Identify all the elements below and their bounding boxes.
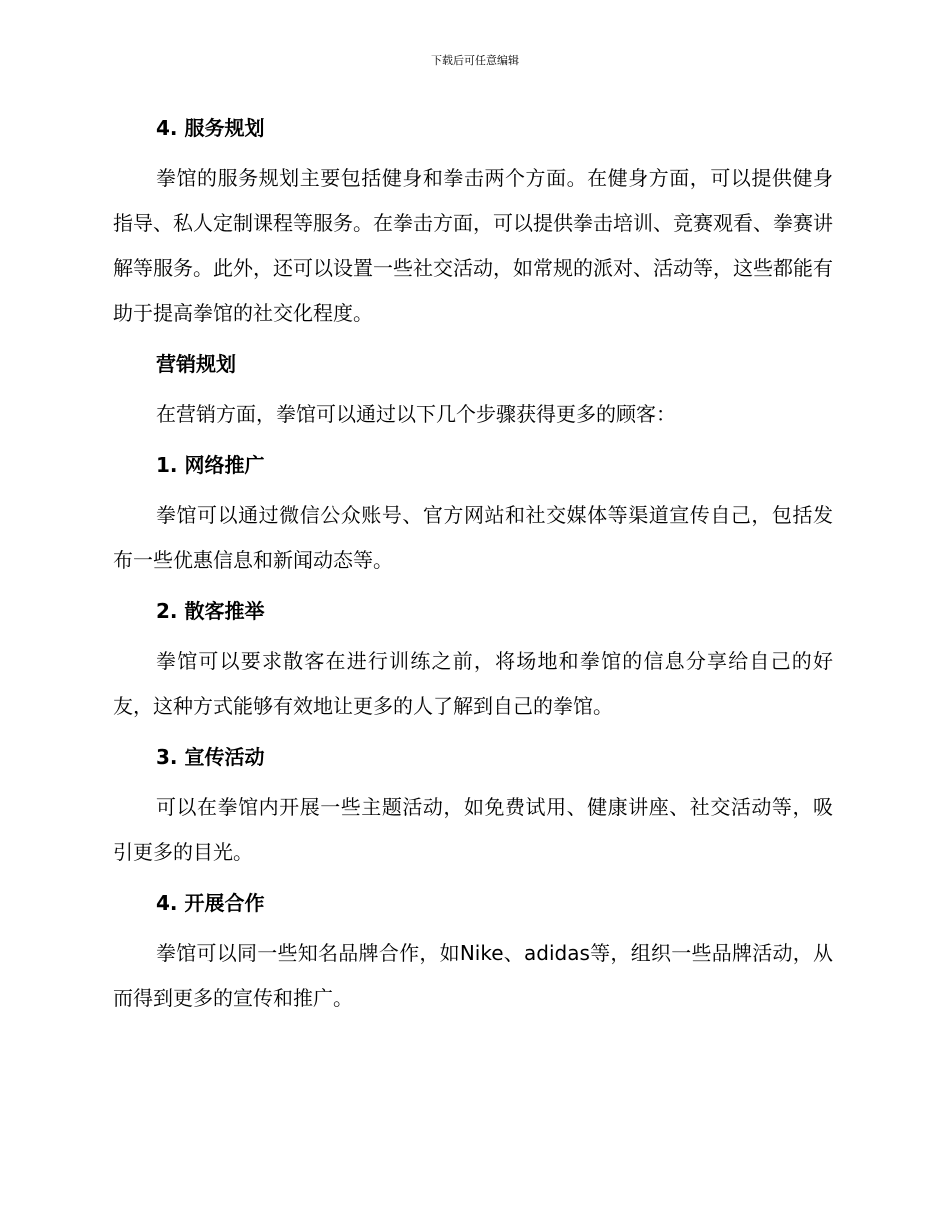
section-heading-marketing-plan: 营销规划 bbox=[156, 352, 236, 376]
paragraph-events: 可以在拳馆内开展一些主题活动，如免费试用、健康讲座、社交活动等，吸引更多的目光。 bbox=[113, 795, 833, 864]
paragraph-partnership: 拳馆可以同一些知名品牌合作，如Nike、adidas等，组织一些品牌活动，从而得到更多的宣传和推广。 bbox=[113, 941, 833, 1010]
paragraph-online-promotion: 拳馆可以通过微信公众账号、官方网站和社交媒体等渠道宣传自己，包括发布一些优惠信息和新闻动态等。 bbox=[113, 503, 833, 572]
section-heading-service-plan: 4. 服务规划 bbox=[156, 116, 265, 140]
page-header-note: 下载后可任意编辑 bbox=[431, 54, 519, 67]
section-heading-partnership: 4. 开展合作 bbox=[156, 891, 265, 915]
section-heading-referral: 2. 散客推举 bbox=[156, 599, 265, 623]
paragraph-referral: 拳馆可以要求散客在进行训练之前，将场地和拳馆的信息分享给自己的好友，这种方式能够有效地让更多的人了解到自己的拳馆。 bbox=[113, 649, 833, 718]
paragraph-service-plan: 拳馆的服务规划主要包括健身和拳击两个方面。在健身方面，可以提供健身指导、私人定制课程等服务。在拳击方面，可以提供拳击培训、竞赛观看、拳赛讲解等服务。此外，还可以设置一些社交活动，如常规的派对、活动等，这些都能有助于提高拳馆的社交化程度。 bbox=[113, 166, 833, 325]
document-body bbox=[113, 112, 833, 1021]
section-heading-online-promotion: 1. 网络推广 bbox=[156, 453, 265, 477]
paragraph-marketing-intro: 在营销方面，拳馆可以通过以下几个步骤获得更多的顾客： bbox=[156, 402, 676, 426]
section-heading-events: 3. 宣传活动 bbox=[156, 745, 265, 769]
